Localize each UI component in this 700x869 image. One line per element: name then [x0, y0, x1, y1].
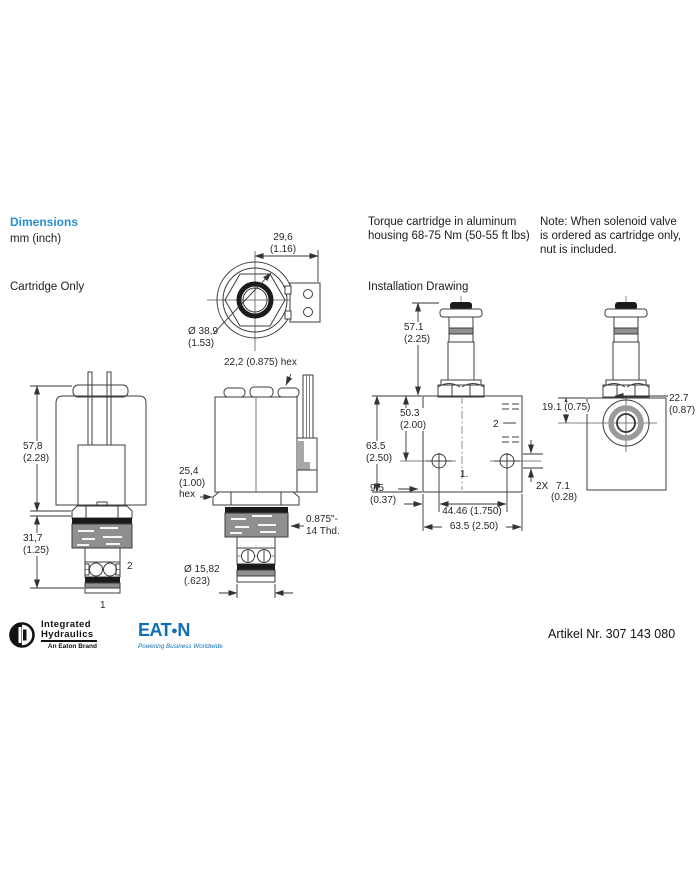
dim-hex-nut: 22,2 (0.875) hex	[224, 357, 297, 368]
nut-note-line2: is ordered as cartridge only,	[540, 230, 682, 242]
dim-port-spacing: 44.46 (1.750)	[442, 506, 502, 517]
eaton-tagline: Powering Business Worldwide	[138, 643, 223, 650]
integrated-hydraulics-logo	[8, 620, 97, 652]
dim-top-od: Ø 38,9 (1.53)	[188, 326, 219, 349]
nut-note-line3: nut is included.	[540, 244, 617, 256]
torque-note-line1: Torque cartridge in aluminum	[368, 216, 517, 228]
install-port2-label: 2	[493, 419, 499, 430]
dim-top-width: 29,6 (1.16)	[269, 232, 297, 255]
torque-note-line2: housing 68-75 Nm (50-55 ft lbs)	[368, 230, 530, 242]
brand-name-line2: Hydraulics	[41, 628, 94, 640]
dim-holes-mm: 7.1	[556, 481, 570, 492]
install-port1-label: 1.	[460, 469, 469, 480]
brand-subtitle: An Eaton Brand	[47, 643, 97, 650]
dim-coil-height: 57,8 (2.28)	[23, 441, 50, 464]
dim-holes-in: (0.28)	[551, 492, 578, 503]
front-view-drawing	[30, 372, 146, 593]
dim-thread: 0.875"- 14 Thd.	[306, 514, 340, 537]
dim-block-width: 63.5 (2.50)	[442, 521, 506, 533]
installation-side-drawing	[558, 296, 668, 490]
dim-side-offset: 22.7 (0.87)	[669, 393, 696, 416]
dim-edge-offset: 9.5 (0.37)	[370, 483, 397, 506]
brand-rule	[41, 640, 97, 642]
front-port1-label: 1	[100, 600, 106, 611]
dim-lower-height: 31,7 (1.25)	[23, 533, 50, 556]
top-view-drawing	[207, 250, 320, 351]
nut-note-line1: Note: When solenoid valve	[540, 216, 677, 228]
dim-port-depth: 50.3 (2.00)	[400, 408, 427, 431]
dim-holes-qty: 2X	[536, 481, 549, 492]
dim-stem-height: 57.1 (2.25)	[404, 322, 431, 345]
dim-side-hex: 25,4 (1.00) hex	[179, 466, 206, 500]
cartridge-only-heading: Cartridge Only	[10, 281, 85, 293]
installation-drawing-heading: Installation Drawing	[368, 281, 469, 293]
units-label: mm (inch)	[10, 233, 62, 245]
eaton-wordmark: EAT●N	[138, 620, 190, 640]
brand-name-line1: Integrated	[41, 619, 91, 630]
integrated-hydraulics-icon	[8, 620, 38, 652]
artikel-number: Artikel Nr. 307 143 080	[548, 627, 676, 641]
eaton-dot: ●	[171, 625, 178, 637]
front-port2-label: 2	[127, 561, 133, 572]
dim-cavity-center: 19.1 (0.75)	[542, 402, 591, 413]
page-title: Dimensions	[10, 215, 79, 229]
eaton-logo	[138, 621, 223, 650]
dim-tip-diameter: Ø 15,82 (.623)	[184, 564, 220, 587]
dim-block-height: 63.5 (2.50)	[366, 441, 393, 464]
